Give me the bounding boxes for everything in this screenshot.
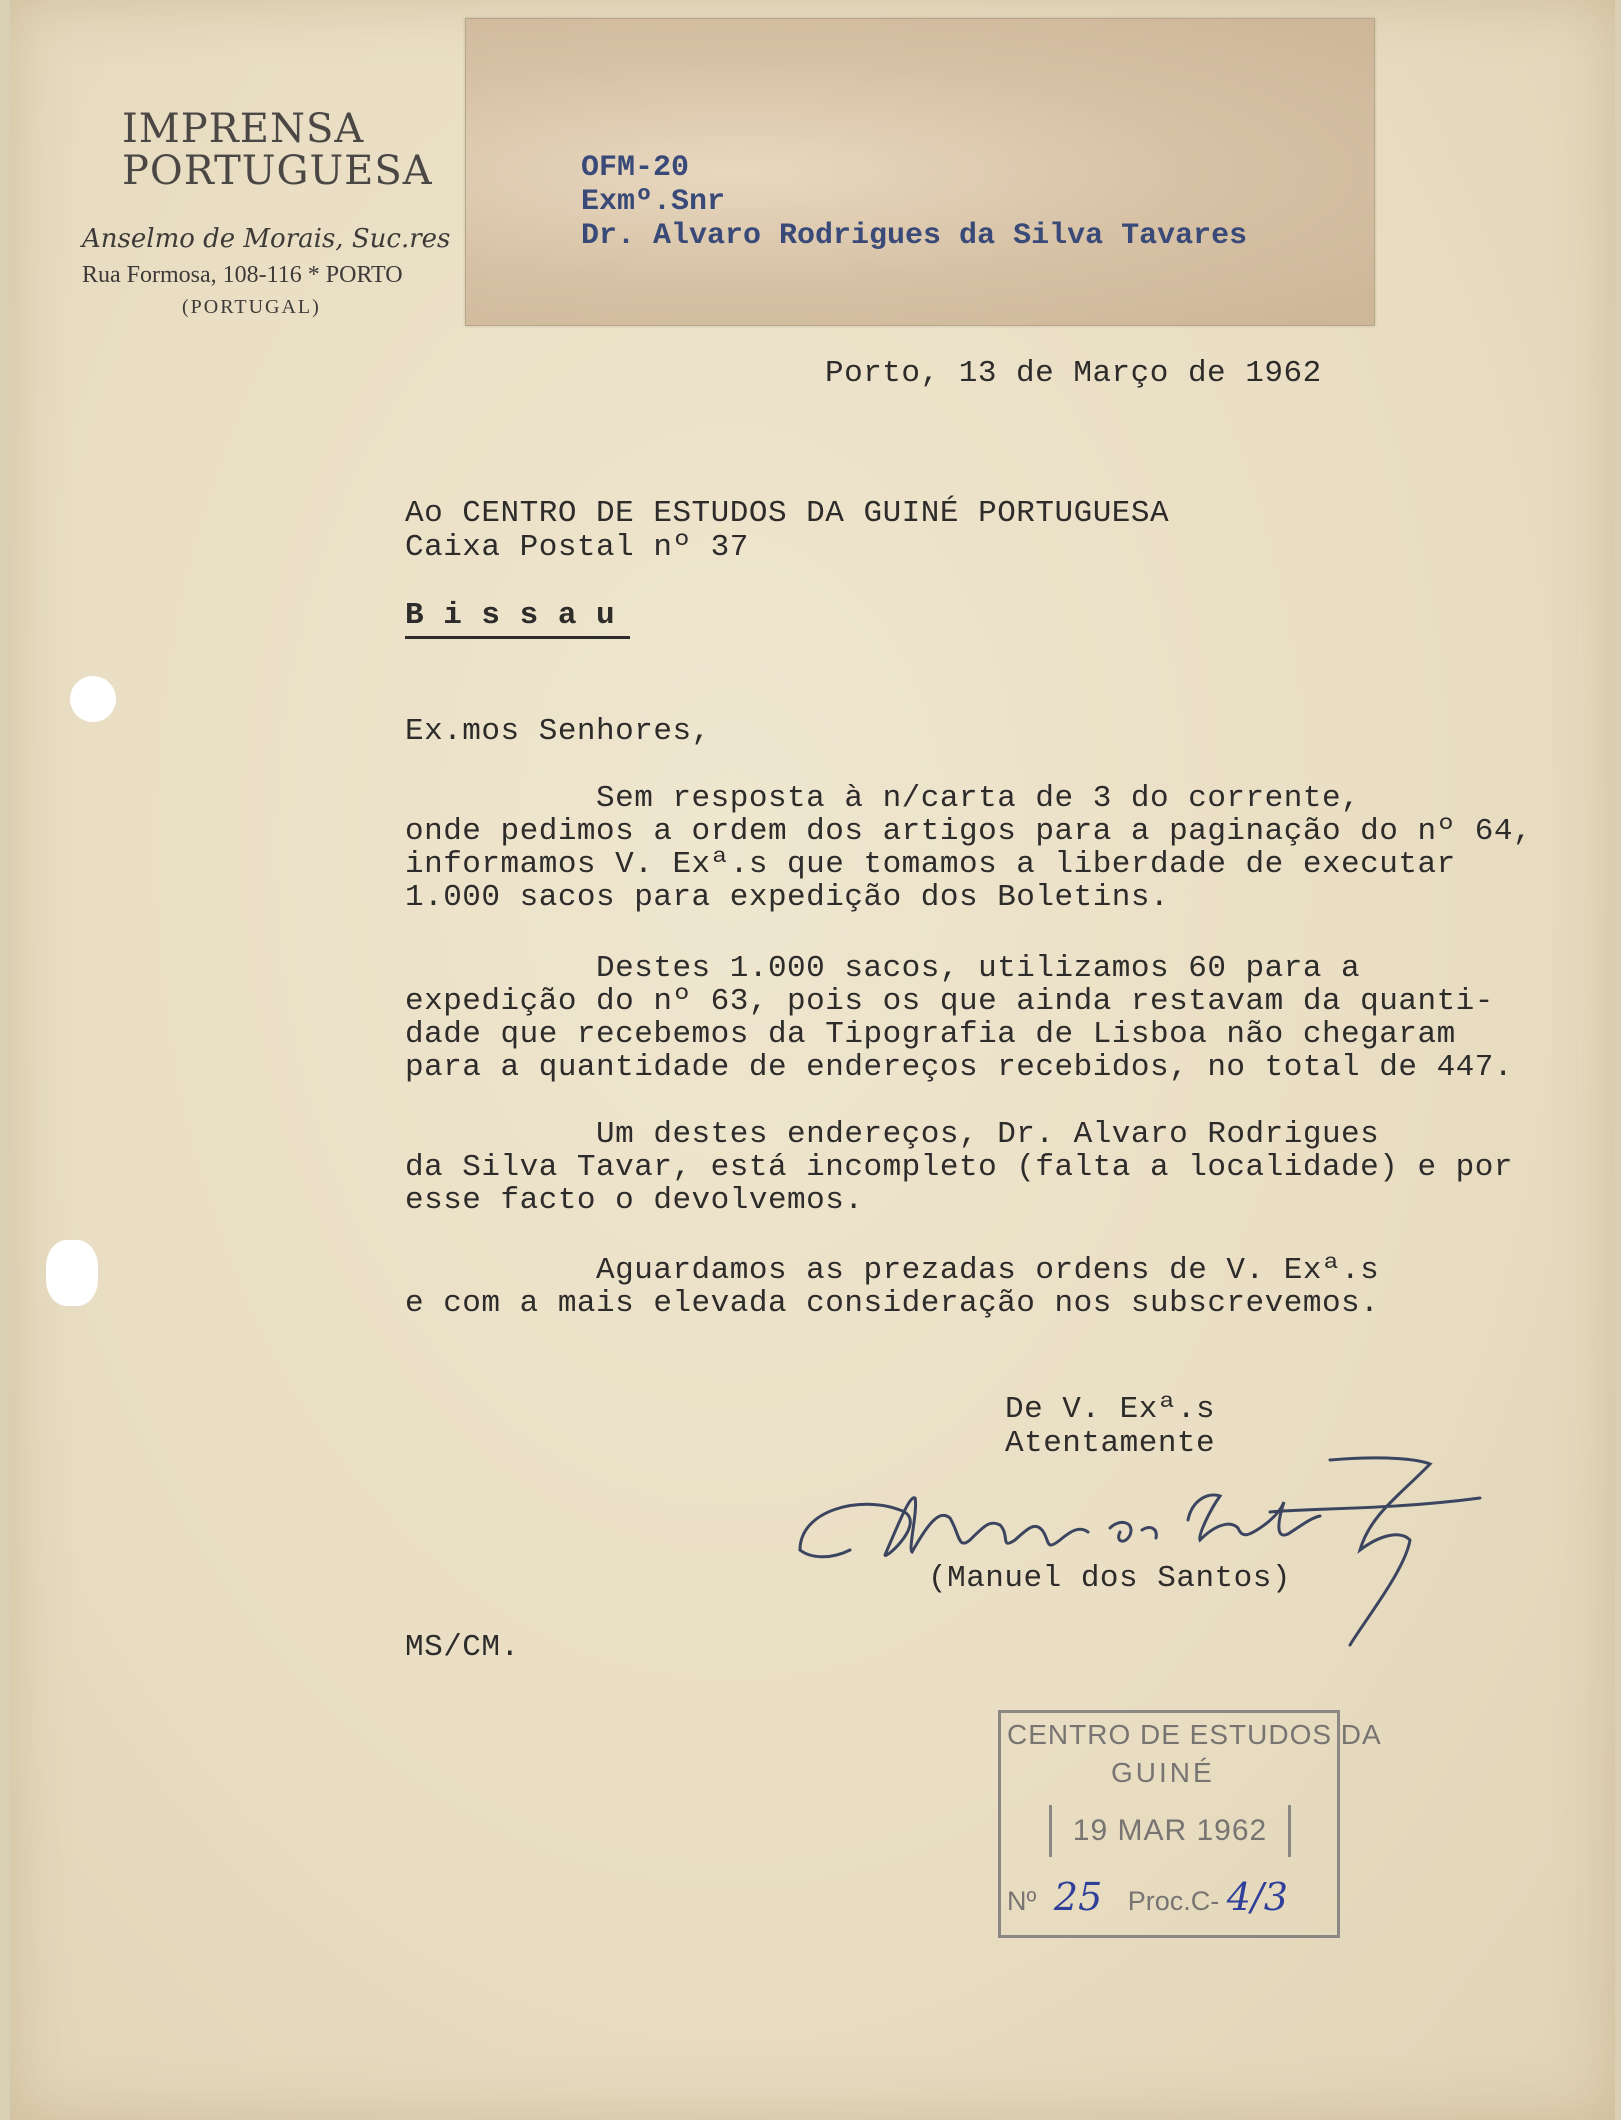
stamp-registry-row bbox=[1007, 1875, 1288, 1919]
received-stamp bbox=[998, 1710, 1382, 1938]
stamp-date: 19 MAR 1962 bbox=[1049, 1805, 1291, 1857]
city-underline bbox=[405, 636, 630, 639]
body-paragraph-1: Sem resposta à n/carta de 3 do corrente, onde pedimos a ordem dos artigos para a paginação do nº 64, informamos V. Exª.s que tomamos a liberdade de executar 1.000 sacos para expedição dos Boletins. bbox=[405, 781, 1533, 915]
signatory-name: (Manuel dos Santos) bbox=[928, 1561, 1291, 1596]
closing-line2: Atentamente bbox=[1005, 1426, 1216, 1461]
punch-hole-top bbox=[70, 676, 116, 722]
letterhead-address: Rua Formosa, 108-116 * PORTO bbox=[82, 262, 403, 288]
stamp-line2: GUINÉ bbox=[1111, 1757, 1215, 1788]
closing-line1: De V. Exª.s bbox=[1005, 1392, 1216, 1427]
punch-hole-bottom bbox=[46, 1240, 98, 1306]
body-paragraph-4: Aguardamos as prezadas ordens de V. Exª.s e com a mais elevada consideração nos subscrevemos. bbox=[405, 1253, 1380, 1321]
stamp-proc: 4/3 bbox=[1226, 1875, 1288, 1919]
address-label bbox=[465, 18, 1375, 326]
recipient-line1: Ao CENTRO DE ESTUDOS DA GUINÉ PORTUGUESA bbox=[405, 496, 1170, 531]
stamp-line1: CENTRO DE ESTUDOS DA bbox=[1007, 1719, 1382, 1750]
letterhead-owner: Anselmo de Morais, Suc.res bbox=[82, 224, 451, 254]
letter-page bbox=[10, 0, 1615, 2120]
label-code: OFM-20 bbox=[581, 151, 690, 185]
letterhead-name-line1: IMPRENSA bbox=[122, 106, 365, 152]
letterhead-country: (PORTUGAL) bbox=[182, 296, 321, 318]
recipient-city: B i s s a u bbox=[405, 598, 616, 633]
label-addressee: Dr. Alvaro Rodrigues da Silva Tavares bbox=[581, 219, 1248, 253]
label-honorific: Exmº.Snr bbox=[581, 185, 726, 219]
salutation: Ex.mos Senhores, bbox=[405, 714, 711, 749]
stamp-proc-label: Proc.C- bbox=[1127, 1886, 1220, 1916]
stamp-number: 25 bbox=[1053, 1875, 1103, 1919]
date-line: Porto, 13 de Março de 1962 bbox=[825, 356, 1322, 391]
handwritten-signature bbox=[790, 1400, 1490, 1670]
stamp-number-label: Nº bbox=[1007, 1886, 1037, 1916]
letterhead-company-name bbox=[122, 106, 433, 194]
body-paragraph-3: Um destes endereços, Dr. Alvaro Rodrigues da Silva Tavar, está incompleto (falta a localidade) e por esse facto o devolvemos. bbox=[405, 1117, 1513, 1218]
reference-initials: MS/CM. bbox=[405, 1630, 520, 1665]
recipient-line2: Caixa Postal nº 37 bbox=[405, 530, 749, 565]
letterhead-name-line2: PORTUGUESA bbox=[122, 148, 433, 194]
body-paragraph-2: Destes 1.000 sacos, utilizamos 60 para a expedição do nº 63, pois os que ainda restavam da quanti- dade que recebemos da Tipografia de Lisboa não chegaram para a quantidade de endereços recebidos, no total de 447. bbox=[405, 951, 1513, 1085]
